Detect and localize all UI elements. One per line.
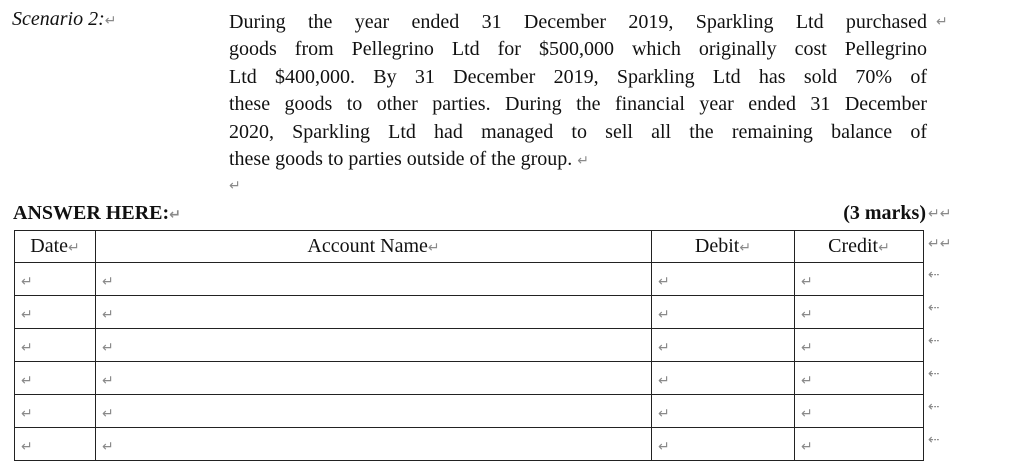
date-cell[interactable] [15, 428, 96, 461]
table-header-row [15, 231, 924, 263]
cell-mark-icon: ↵ [102, 307, 114, 323]
row-end-mark-icon: ⇠ [928, 432, 940, 448]
paragraph-mark-icon: ↵ [229, 178, 241, 194]
account-name-cell[interactable] [96, 263, 652, 296]
debit-cell[interactable] [652, 263, 795, 296]
cell-mark-icon: ↵ [102, 373, 114, 389]
scenario-line: 2020, Sparkling Ltd had managed to sell all the remaining balance of [229, 120, 927, 143]
cell-mark-icon: ↵ [21, 406, 33, 422]
cell-mark-icon: ↵ [21, 274, 33, 290]
date-cell[interactable] [15, 329, 96, 362]
date-cell[interactable] [15, 263, 96, 296]
paragraph-mark-icon: ↵ [577, 152, 590, 169]
scenario-line: these goods to parties outside of the group. ↵ [229, 147, 590, 170]
table-row [15, 329, 924, 362]
cell-mark-icon: ↵ [102, 274, 114, 290]
cell-mark-icon: ↵ [21, 373, 33, 389]
account-name-cell[interactable] [96, 395, 652, 428]
cell-mark-icon: ↵ [658, 340, 670, 356]
cell-mark-icon: ↵ [102, 406, 114, 422]
scenario-label: Scenario 2:↵ [12, 8, 117, 30]
credit-cell[interactable] [795, 362, 924, 395]
journal-entry-table [14, 230, 924, 461]
scenario-line: Ltd $400,000. By 31 December 2019, Sparkling Ltd has sold 70% of [229, 65, 927, 88]
table-row [15, 296, 924, 329]
debit-cell[interactable] [652, 428, 795, 461]
row-end-mark-icon: ⇠ [928, 267, 940, 283]
paragraph-mark-icon: ↵ [104, 13, 117, 29]
account-name-cell[interactable] [96, 428, 652, 461]
cell-mark-icon: ↵ [801, 307, 813, 323]
account-name-cell[interactable] [96, 296, 652, 329]
date-cell[interactable] [15, 296, 96, 329]
table-row [15, 362, 924, 395]
cell-mark-icon: ↵ [21, 439, 33, 455]
cell-mark-icon: ↵ [21, 307, 33, 323]
paragraph-mark-icon: ↵↵ [928, 206, 952, 222]
credit-cell[interactable] [795, 428, 924, 461]
cell-mark-icon: ↵ [658, 406, 670, 422]
cell-mark-icon: ↵ [658, 307, 670, 323]
cell-mark-icon: ↵ [21, 340, 33, 356]
table-row [15, 263, 924, 296]
date-cell[interactable] [15, 362, 96, 395]
paragraph-mark-icon: ↵ [936, 14, 948, 30]
row-end-mark-icon: ⇠ [928, 399, 940, 415]
debit-cell[interactable] [652, 296, 795, 329]
paragraph-mark-icon: ↵ [169, 207, 181, 223]
scenario-line: goods from Pellegrino Ltd for $500,000 which originally cost Pellegrino [229, 38, 927, 61]
scenario-line: During the year ended 31 December 2019, Sparkling Ltd purchased [229, 11, 927, 33]
cell-mark-icon: ↵ [801, 340, 813, 356]
scenario-paragraph [229, 9, 927, 173]
account-name-cell[interactable] [96, 362, 652, 395]
cell-mark-icon: ↵ [658, 439, 670, 455]
credit-cell[interactable] [795, 395, 924, 428]
date-header: Date↵ [15, 231, 96, 263]
account-name-header: Account Name↵ [96, 231, 652, 263]
cell-mark-icon: ↵ [658, 373, 670, 389]
debit-cell[interactable] [652, 329, 795, 362]
cell-mark-icon: ↵ [427, 240, 440, 256]
cell-mark-icon: ↵ [801, 439, 813, 455]
answer-heading: ANSWER HERE:↵ [13, 202, 181, 224]
row-end-mark-icon: ⇠ [928, 300, 940, 316]
marks-label: (3 marks) [843, 202, 926, 224]
credit-header: Credit↵ [795, 231, 924, 263]
cell-mark-icon: ↵ [102, 439, 114, 455]
date-cell[interactable] [15, 395, 96, 428]
table-row [15, 428, 924, 461]
credit-cell[interactable] [795, 329, 924, 362]
scenario-line: these goods to other parties. During the financial year ended 31 December [229, 93, 927, 116]
cell-mark-icon: ↵ [68, 240, 80, 256]
cell-mark-icon: ↵ [801, 373, 813, 389]
debit-cell[interactable] [652, 395, 795, 428]
cell-mark-icon: ↵ [658, 274, 670, 290]
cell-mark-icon: ↵ [878, 240, 890, 256]
table-row [15, 395, 924, 428]
row-end-mark-icon: ⇠ [928, 366, 940, 382]
credit-cell[interactable] [795, 296, 924, 329]
debit-header: Debit↵ [652, 231, 795, 263]
credit-cell[interactable] [795, 263, 924, 296]
cell-mark-icon: ↵ [801, 406, 813, 422]
debit-cell[interactable] [652, 362, 795, 395]
account-name-cell[interactable] [96, 329, 652, 362]
cell-mark-icon: ↵ [739, 240, 752, 256]
row-end-mark-icon: ↵↵ [928, 236, 952, 252]
row-end-mark-icon: ⇠ [928, 333, 940, 349]
cell-mark-icon: ↵ [102, 340, 114, 356]
cell-mark-icon: ↵ [801, 274, 813, 290]
